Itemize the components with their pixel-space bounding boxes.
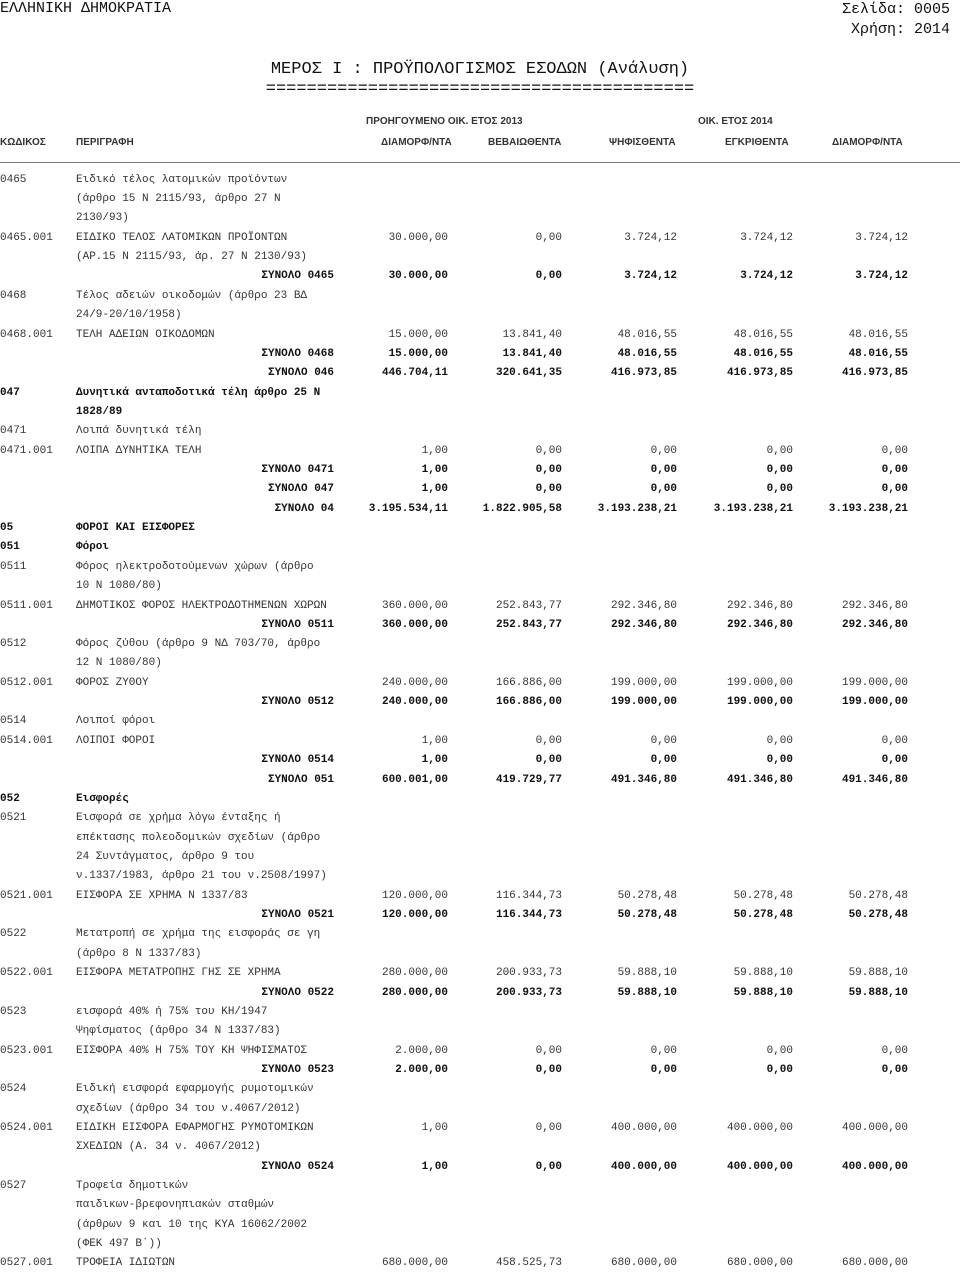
row-description: Εισφορές: [76, 793, 129, 805]
table-row: [0, 790, 960, 809]
table-row: [0, 1022, 960, 1041]
certified-value: 166.886,00: [495, 677, 562, 689]
formed-previous-value: 600.001,00: [381, 774, 448, 786]
row-code: 0524.001: [0, 1122, 53, 1134]
row-description: ΦΟΡΟΙ ΚΑΙ ΕΙΣΦΟΡΕΣ: [76, 522, 195, 534]
formed-previous-value: 240.000,00: [381, 677, 448, 689]
row-code: 051: [0, 541, 20, 553]
table-row: [0, 519, 960, 538]
row-description: (άρθρων 9 και 10 της ΚΥΑ 16062/2002: [76, 1219, 308, 1231]
row-description: Λοιπά δυνητικά τέλη: [76, 425, 202, 437]
formed-previous-value: 1,00: [421, 464, 448, 476]
row-description: 24/9-20/10/1958): [76, 309, 182, 321]
row-description: (άρθρο 8 Ν 1337/83): [76, 948, 202, 960]
table-row: [0, 887, 960, 906]
formed-previous-value: 120.000,00: [381, 909, 448, 921]
voted-value: 491.346,80: [610, 774, 677, 786]
column-header-formed-current: ΔΙΑΜΟΡΦ/ΝΤΑ: [832, 137, 903, 148]
formed-previous-value: 30.000,00: [388, 270, 448, 282]
approved-value: 0,00: [766, 735, 793, 747]
certified-value: 13.841,40: [502, 329, 562, 341]
table-row: [0, 712, 960, 731]
table-row: [0, 326, 960, 345]
approved-value: 0,00: [766, 1064, 793, 1076]
table-row: [0, 1042, 960, 1061]
row-code: 0521: [0, 812, 27, 824]
formed-current-value: 0,00: [881, 483, 908, 495]
formed-previous-value: 30.000,00: [388, 232, 448, 244]
total-row: [0, 345, 960, 364]
total-label: ΣΥΝΟΛΟ 051: [267, 774, 334, 786]
table-row: [0, 1216, 960, 1235]
row-description: Ψηφίσματος (άρθρο 34 Ν 1337/83): [76, 1025, 281, 1037]
table-row: [0, 964, 960, 983]
table-row: [0, 1080, 960, 1099]
voted-value: 400.000,00: [610, 1161, 677, 1173]
certified-value: 0,00: [535, 1122, 562, 1134]
row-code: 05: [0, 522, 14, 534]
formed-current-value: 3.724,12: [855, 232, 908, 244]
voted-value: 0,00: [650, 754, 677, 766]
row-description: ΤΕΛΗ ΑΔΕΙΩΝ ΟΙΚΟΔΟΜΩΝ: [76, 329, 215, 341]
approved-value: 3.724,12: [740, 232, 793, 244]
total-row: [0, 500, 960, 519]
total-row: [0, 693, 960, 712]
formed-previous-value: 2.000,00: [395, 1064, 448, 1076]
column-header-code: ΚΩΔΙΚΟΣ: [0, 137, 46, 148]
row-description: (ΑΡ.15 Ν 2115/93, άρ. 27 Ν 2130/93): [76, 251, 308, 263]
total-row: [0, 1158, 960, 1177]
row-description: Μετατροπή σε χρήμα της εισφοράς σε γη: [76, 928, 321, 940]
table-row: [0, 558, 960, 577]
row-description: ΛΟΙΠΟΙ ΦΟΡΟΙ: [76, 735, 156, 747]
voted-value: 416.973,85: [610, 367, 677, 379]
row-description: Τέλος αδειών οικοδομών (άρθρο 23 ΒΔ: [76, 290, 308, 302]
formed-current-value: 491.346,80: [841, 774, 908, 786]
voted-value: 400.000,00: [610, 1122, 677, 1134]
certified-value: 1.822.905,58: [482, 503, 562, 515]
total-label: ΣΥΝΟΛΟ 0521: [261, 909, 334, 921]
row-code: 0512.001: [0, 677, 53, 689]
column-header-approved: ΕΓΚΡΙΘΕΝΤΑ: [725, 137, 789, 148]
row-code: 0527.001: [0, 1257, 53, 1269]
row-description: Ειδικό τέλος λατομικών προϊόντων: [76, 174, 288, 186]
table-row: [0, 1003, 960, 1022]
total-row: [0, 751, 960, 770]
certified-value: 252.843,77: [495, 619, 562, 631]
row-description: 24 Συντάγματος, άρθρο 9 του: [76, 851, 255, 863]
certified-value: 0,00: [535, 1161, 562, 1173]
row-description: Δυνητικά ανταποδοτικά τέλη άρθρο 25 Ν: [76, 387, 321, 399]
approved-value: 491.346,80: [726, 774, 793, 786]
row-description: ΔΗΜΟΤΙΚΟΣ ΦΟΡΟΣ ΗΛΕΚΤΡΟΔΟΤΗΜΕΝΩΝ ΧΩΡΩΝ: [76, 600, 327, 612]
table-row: [0, 229, 960, 248]
table-row: [0, 674, 960, 693]
table-row: [0, 306, 960, 325]
row-description: Εισφορά σε χρήμα λόγω ένταξης ή: [76, 812, 281, 824]
row-description: 2130/93): [76, 212, 129, 224]
total-label: ΣΥΝΟΛΟ 0523: [261, 1064, 334, 1076]
certified-value: 13.841,40: [502, 348, 562, 360]
voted-value: 48.016,55: [617, 329, 677, 341]
certified-value: 0,00: [535, 735, 562, 747]
table-row: [0, 945, 960, 964]
row-description: ΦΟΡΟΣ ΖΥΘΟΥ: [76, 677, 149, 689]
total-row: [0, 906, 960, 925]
table-row: [0, 867, 960, 886]
certified-value: 200.933,73: [495, 967, 562, 979]
table-row: [0, 925, 960, 944]
table-row: [0, 829, 960, 848]
table-row: [0, 1196, 960, 1215]
total-label: ΣΥΝΟΛΟ 046: [267, 367, 334, 379]
row-description: 1828/89: [76, 406, 123, 418]
table-row: [0, 732, 960, 751]
page-number: Σελίδα: 0005: [841, 1, 950, 18]
total-label: ΣΥΝΟΛΟ 04: [274, 503, 334, 515]
row-code: 0524: [0, 1083, 27, 1095]
row-code: 0471.001: [0, 445, 53, 457]
certified-value: 0,00: [535, 270, 562, 282]
table-row: [0, 209, 960, 228]
certified-value: 0,00: [535, 445, 562, 457]
row-description: 10 Ν 1080/80): [76, 580, 162, 592]
row-description: ν.1337/1983, άρθρο 21 του ν.2508/1997): [76, 870, 327, 882]
total-label: ΣΥΝΟΛΟ 0465: [261, 270, 334, 282]
formed-current-value: 400.000,00: [841, 1122, 908, 1134]
formed-previous-value: 15.000,00: [388, 329, 448, 341]
formed-previous-value: 446.704,11: [381, 367, 448, 379]
table-row: [0, 597, 960, 616]
approved-value: 400.000,00: [726, 1161, 793, 1173]
total-label: ΣΥΝΟΛΟ 0511: [261, 619, 334, 631]
row-description: Τροφεία δημοτικών: [76, 1180, 189, 1192]
voted-value: 50.278,48: [617, 909, 677, 921]
voted-value: 59.888,10: [617, 987, 677, 999]
row-code: 0465.001: [0, 232, 53, 244]
table-row: [0, 577, 960, 596]
table-row: [0, 538, 960, 557]
total-row: [0, 616, 960, 635]
voted-value: 3.724,12: [624, 232, 677, 244]
approved-value: 0,00: [766, 464, 793, 476]
total-row: [0, 1061, 960, 1080]
row-description: επέκτασης πολεοδομικών σχεδίων (άρθρο: [76, 832, 321, 844]
voted-value: 59.888,10: [617, 967, 677, 979]
row-description: ΕΙΣΦΟΡΑ ΜΕΤΑΤΡΟΠΗΣ ΓΗΣ ΣΕ ΧΡΗΜΑ: [76, 967, 281, 979]
row-description: ΕΙΔΙΚΟ ΤΕΛΟΣ ΛΑΤΟΜΙΚΩΝ ΠΡΟΪΟΝΤΩΝ: [76, 232, 288, 244]
formed-previous-value: 1,00: [421, 754, 448, 766]
voted-value: 680.000,00: [610, 1257, 677, 1269]
row-description: σχεδίων (άρθρο 34 του ν.4067/2012): [76, 1103, 301, 1115]
voted-value: 0,00: [650, 483, 677, 495]
row-description: Φόρος ζύθου (άρθρο 9 ΝΔ 703/70, άρθρο: [76, 638, 321, 650]
row-code: 0522: [0, 928, 27, 940]
table-row: [0, 654, 960, 673]
certified-value: 0,00: [535, 1045, 562, 1057]
column-header-description: ΠΕΡΙΓΡΑΦΗ: [76, 137, 134, 148]
formed-current-value: 48.016,55: [848, 329, 908, 341]
formed-previous-value: 2.000,00: [395, 1045, 448, 1057]
voted-value: 3.724,12: [624, 270, 677, 282]
formed-current-value: 59.888,10: [848, 967, 908, 979]
approved-value: 400.000,00: [726, 1122, 793, 1134]
formed-current-value: 50.278,48: [848, 890, 908, 902]
table-row: [0, 848, 960, 867]
row-code: 0523.001: [0, 1045, 53, 1057]
title-underline: ==========================================: [265, 80, 695, 99]
total-label: ΣΥΝΟΛΟ 0468: [261, 348, 334, 360]
certified-value: 166.886,00: [495, 696, 562, 708]
formed-previous-value: 1,00: [421, 1161, 448, 1173]
certified-value: 458.525,73: [495, 1257, 562, 1269]
row-code: 0468.001: [0, 329, 53, 341]
total-label: ΣΥΝΟΛΟ 0524: [261, 1161, 334, 1173]
table-row: [0, 1100, 960, 1119]
page-title: ΜΕΡΟΣ Ι : ΠΡΟΫΠΟΛΟΓΙΣΜΟΣ ΕΣΟΔΩΝ (Ανάλυση): [270, 60, 690, 79]
table-row: [0, 1119, 960, 1138]
voted-value: 0,00: [650, 1045, 677, 1057]
formed-current-value: 59.888,10: [848, 987, 908, 999]
formed-previous-value: 280.000,00: [381, 987, 448, 999]
voted-value: 0,00: [650, 1064, 677, 1076]
formed-current-value: 199.000,00: [841, 696, 908, 708]
approved-value: 292.346,80: [726, 600, 793, 612]
formed-previous-value: 120.000,00: [381, 890, 448, 902]
approved-value: 48.016,55: [733, 348, 793, 360]
table-row: [0, 384, 960, 403]
table-row: [0, 1138, 960, 1157]
approved-value: 292.346,80: [726, 619, 793, 631]
voted-value: 0,00: [650, 464, 677, 476]
approved-value: 416.973,85: [726, 367, 793, 379]
approved-value: 680.000,00: [726, 1257, 793, 1269]
row-code: 0468: [0, 290, 27, 302]
column-group-previous-year: ΠΡΟΗΓΟΥΜΕΝΟ ΟΙΚ. ΕΤΟΣ 2013: [366, 116, 523, 127]
total-row: [0, 364, 960, 383]
row-description: (ΦΕΚ 497 Β΄)): [76, 1238, 162, 1250]
approved-value: 0,00: [766, 483, 793, 495]
approved-value: 3.724,12: [740, 270, 793, 282]
total-label: ΣΥΝΟΛΟ 0512: [261, 696, 334, 708]
row-code: 0522.001: [0, 967, 53, 979]
table-row: [0, 248, 960, 267]
total-label: ΣΥΝΟΛΟ 047: [267, 483, 334, 495]
formed-current-value: 50.278,48: [848, 909, 908, 921]
voted-value: 48.016,55: [617, 348, 677, 360]
formed-current-value: 0,00: [881, 754, 908, 766]
formed-previous-value: 3.195.534,11: [368, 503, 448, 515]
total-label: ΣΥΝΟΛΟ 0471: [261, 464, 334, 476]
voted-value: 292.346,80: [610, 619, 677, 631]
approved-value: 59.888,10: [733, 987, 793, 999]
formed-current-value: 0,00: [881, 464, 908, 476]
table-row: [0, 403, 960, 422]
approved-value: 59.888,10: [733, 967, 793, 979]
voted-value: 0,00: [650, 445, 677, 457]
row-description: ΕΙΣΦΟΡΑ ΣΕ ΧΡΗΜΑ Ν 1337/83: [76, 890, 248, 902]
total-row: [0, 984, 960, 1003]
formed-current-value: 48.016,55: [848, 348, 908, 360]
formed-current-value: 0,00: [881, 1045, 908, 1057]
total-label: ΣΥΝΟΛΟ 0522: [261, 987, 334, 999]
certified-value: 0,00: [535, 232, 562, 244]
table-row: [0, 1177, 960, 1196]
certified-value: 252.843,77: [495, 600, 562, 612]
certified-value: 0,00: [535, 754, 562, 766]
certified-value: 419.729,77: [495, 774, 562, 786]
approved-value: 50.278,48: [733, 909, 793, 921]
total-row: [0, 267, 960, 286]
formed-current-value: 3.193.238,21: [828, 503, 908, 515]
formed-current-value: 416.973,85: [841, 367, 908, 379]
certified-value: 0,00: [535, 464, 562, 476]
table-row: [0, 442, 960, 461]
formed-current-value: 3.724,12: [855, 270, 908, 282]
row-code: 0514.001: [0, 735, 53, 747]
approved-value: 0,00: [766, 754, 793, 766]
row-description: εισφορά 40% ή 75% του ΚΗ/1947: [76, 1006, 268, 1018]
certified-value: 0,00: [535, 483, 562, 495]
formed-previous-value: 280.000,00: [381, 967, 448, 979]
approved-value: 199.000,00: [726, 677, 793, 689]
formed-current-value: 0,00: [881, 445, 908, 457]
approved-value: 199.000,00: [726, 696, 793, 708]
column-header-formed-previous: ΔΙΑΜΟΡΦ/ΝΤΑ: [381, 137, 452, 148]
approved-value: 0,00: [766, 445, 793, 457]
row-description: ΕΙΔΙΚΗ ΕΙΣΦΟΡΑ ΕΦΑΡΜΟΓΗΣ ΡΥΜΟΤΟΜΙΚΩΝ: [76, 1122, 314, 1134]
formed-previous-value: 1,00: [421, 735, 448, 747]
row-code: 0471: [0, 425, 27, 437]
certified-value: 0,00: [535, 1064, 562, 1076]
approved-value: 3.193.238,21: [713, 503, 793, 515]
formed-previous-value: 360.000,00: [381, 619, 448, 631]
formed-previous-value: 240.000,00: [381, 696, 448, 708]
row-code: 0511: [0, 561, 27, 573]
table-row: [0, 190, 960, 209]
total-label: ΣΥΝΟΛΟ 0514: [261, 754, 334, 766]
row-code: 047: [0, 387, 20, 399]
row-description: ΕΙΣΦΟΡΑ 40% Η 75% ΤΟΥ ΚΗ ΨΗΦΙΣΜΑΤΟΣ: [76, 1045, 308, 1057]
voted-value: 50.278,48: [617, 890, 677, 902]
table-row: [0, 287, 960, 306]
row-description: ΛΟΙΠΑ ΔΥΝΗΤΙΚΑ ΤΕΛΗ: [76, 445, 202, 457]
formed-previous-value: 680.000,00: [381, 1257, 448, 1269]
total-row: [0, 480, 960, 499]
table-row: [0, 809, 960, 828]
total-row: [0, 461, 960, 480]
row-description: παιδικων-βρεφονηπιακών σταθμών: [76, 1199, 275, 1211]
approved-value: 50.278,48: [733, 890, 793, 902]
row-code: 0527: [0, 1180, 27, 1192]
row-description: Λοιποί φόροι: [76, 715, 156, 727]
certified-value: 200.933,73: [495, 987, 562, 999]
column-group-current-year: ΟΙΚ. ΕΤΟΣ 2014: [698, 116, 773, 127]
total-row: [0, 771, 960, 790]
row-description: ΣΧΕΔΙΩΝ (Α. 34 ν. 4067/2012): [76, 1141, 261, 1153]
formed-previous-value: 360.000,00: [381, 600, 448, 612]
column-header-certified: ΒΕΒΑΙΩΘΕΝΤΑ: [488, 137, 562, 148]
formed-current-value: 292.346,80: [841, 619, 908, 631]
table-row: [0, 422, 960, 441]
formed-previous-value: 1,00: [421, 445, 448, 457]
table-row: [0, 171, 960, 190]
approved-value: 48.016,55: [733, 329, 793, 341]
row-code: 052: [0, 793, 20, 805]
table-row: [0, 1254, 960, 1273]
row-code: 0514: [0, 715, 27, 727]
formed-current-value: 199.000,00: [841, 677, 908, 689]
voted-value: 199.000,00: [610, 677, 677, 689]
row-description: ΤΡΟΦΕΙΑ ΙΔΙΩΤΩΝ: [76, 1257, 176, 1269]
formed-previous-value: 15.000,00: [388, 348, 448, 360]
formed-previous-value: 1,00: [421, 483, 448, 495]
table-row: [0, 1235, 960, 1254]
voted-value: 0,00: [650, 735, 677, 747]
formed-current-value: 0,00: [881, 735, 908, 747]
certified-value: 116.344,73: [495, 890, 562, 902]
row-code: 0511.001: [0, 600, 53, 612]
row-code: 0523: [0, 1006, 27, 1018]
column-header-voted: ΨΗΦΙΣΘΕΝΤΑ: [609, 137, 676, 148]
fiscal-year: Χρήση: 2014: [850, 21, 950, 38]
row-description: Φόρος ηλεκτροδοτούμενων χώρων (άρθρο: [76, 561, 314, 573]
voted-value: 199.000,00: [610, 696, 677, 708]
row-description: Φόροι: [76, 541, 110, 553]
row-description: (άρθρο 15 Ν 2115/93, άρθρο 27 Ν: [76, 193, 281, 205]
certified-value: 320.641,35: [495, 367, 562, 379]
formed-current-value: 680.000,00: [841, 1257, 908, 1269]
table-row: [0, 635, 960, 654]
row-code: 0521.001: [0, 890, 53, 902]
formed-previous-value: 1,00: [421, 1122, 448, 1134]
approved-value: 0,00: [766, 1045, 793, 1057]
country-header: ΕΛΛΗΝΙΚΗ ΔΗΜΟΚΡΑΤΙΑ: [0, 0, 172, 17]
voted-value: 292.346,80: [610, 600, 677, 612]
row-code: 0465: [0, 174, 27, 186]
row-description: Ειδική εισφορά εφαρμογής ρυμοτομικών: [76, 1083, 314, 1095]
formed-current-value: 292.346,80: [841, 600, 908, 612]
certified-value: 116.344,73: [495, 909, 562, 921]
row-description: 12 Ν 1080/80): [76, 657, 162, 669]
voted-value: 3.193.238,21: [597, 503, 677, 515]
formed-current-value: 400.000,00: [841, 1161, 908, 1173]
formed-current-value: 0,00: [881, 1064, 908, 1076]
row-code: 0512: [0, 638, 27, 650]
